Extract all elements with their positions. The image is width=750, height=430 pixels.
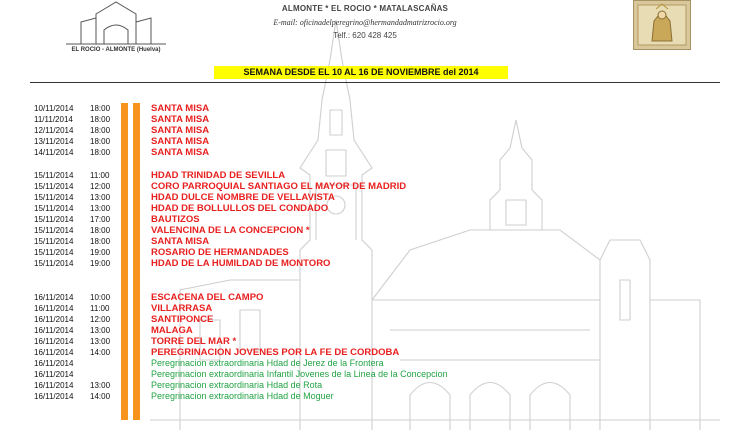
row-time: 11:00 [90,171,110,180]
sanctuary-logo [56,0,176,62]
orange-bar-left [121,103,128,420]
row-time: 13:00 [90,193,111,202]
row-event: Peregrinacion extraordinaria Hdad de Moguer [151,391,334,401]
row-date: 15/11/2014 [34,237,74,246]
row-date: 15/11/2014 [34,248,74,257]
row-event: SANTIPONCE [151,314,214,325]
row-time: 13:00 [90,204,111,213]
row-date: 16/11/2014 [34,381,74,390]
header-locations: ALMONTE * EL ROCIO * MATALASCAÑAS [281,4,449,13]
row-event: PEREGRINACION JOVENES POR LA FE DE CORDOBA [151,347,400,358]
row-date: 15/11/2014 [34,171,74,180]
row-time: 10:00 [90,293,111,302]
row-event: SANTA MISA [151,147,210,158]
row-event: MALAGA [151,325,193,336]
row-event: ESCACENA DEL CAMPO [151,292,264,303]
virgin-figure-icon [634,1,690,49]
row-time: 18:00 [90,137,111,146]
row-time: 19:00 [90,259,111,268]
row-event: TORRE DEL MAR * [151,336,237,347]
row-date: 14/11/2014 [34,148,74,157]
row-date: 16/11/2014 [34,337,74,346]
row-event: HDAD DE BOLLULLOS DEL CONDADO [151,203,329,214]
row-date: 16/11/2014 [34,348,74,357]
row-date: 16/11/2014 [34,370,74,379]
row-time: 18:00 [90,148,111,157]
row-time: 18:00 [90,237,111,246]
row-time: 18:00 [90,115,111,124]
header-email: E-mail: oficinadelperegrino@hermandadmatrizrocio.org [273,18,457,27]
orange-bar-right [133,103,140,420]
row-time: 17:00 [90,215,111,224]
row-event: SANTA MISA [151,114,210,125]
row-event: HDAD DE LA HUMILDAD DE MONTORO [151,258,331,269]
row-event: Peregrinacion extraordinaria Hdad de Jerez de la Frontera [151,358,384,368]
row-event: CORO PARROQUIAL SANTIAGO EL MAYOR DE MADRID [151,181,407,192]
row-time: 13:00 [90,326,111,335]
row-date: 10/11/2014 [34,104,74,113]
row-date: 16/11/2014 [34,326,74,335]
row-time: 14:00 [90,348,111,357]
row-date: 13/11/2014 [34,137,74,146]
row-event: SANTA MISA [151,136,210,147]
row-date: 12/11/2014 [34,126,74,135]
row-time: 18:00 [90,126,111,135]
sanctuary-emblem-icon [56,0,176,46]
row-date: 15/11/2014 [34,193,74,202]
row-event: HDAD TRINIDAD DE SEVILLA [151,170,286,181]
row-date: 16/11/2014 [34,293,74,302]
row-time: 19:00 [90,248,111,257]
row-time: 18:00 [90,226,111,235]
row-date: 15/11/2014 [34,259,74,268]
week-banner: SEMANA DESDE EL 10 AL 16 DE NOVIEMBRE del 2014 [214,66,508,79]
row-time: 13:00 [90,337,111,346]
row-event: ROSARIO DE HERMANDADES [151,247,289,258]
row-event: BAUTIZOS [151,214,200,225]
row-event: HDAD DULCE NOMBRE DE VELLAVISTA [151,192,335,203]
row-date: 15/11/2014 [34,215,74,224]
row-time: 11:00 [90,304,110,313]
row-event: VILLARRASA [151,303,213,314]
row-time: 14:00 [90,392,111,401]
virgin-image [633,0,691,50]
row-date: 16/11/2014 [34,392,74,401]
row-date: 16/11/2014 [34,359,74,368]
row-date: 15/11/2014 [34,182,74,191]
header-phone: Telf.: 620 428 425 [333,31,397,40]
row-event: SANTA MISA [151,236,210,247]
row-date: 16/11/2014 [34,304,74,313]
row-time: 12:00 [90,315,111,324]
row-date: 15/11/2014 [34,204,74,213]
row-date: 15/11/2014 [34,226,74,235]
header-divider [30,82,720,83]
row-event: SANTA MISA [151,103,210,114]
row-event: VALENCINA DE LA CONCEPCION * [151,225,310,236]
row-event: Peregrinacion extraordinaria Hdad de Rota [151,380,323,390]
row-time: 13:00 [90,381,111,390]
logo-caption: EL ROCIO - ALMONTE (Huelva) [71,47,161,53]
row-event: Peregrinacion extraordinaria Infantil Jovenes de la Linea de la Concepcion [151,369,448,379]
row-time: 18:00 [90,104,111,113]
row-time: 12:00 [90,182,111,191]
row-date: 11/11/2014 [34,115,73,124]
row-event: SANTA MISA [151,125,210,136]
row-date: 16/11/2014 [34,315,74,324]
